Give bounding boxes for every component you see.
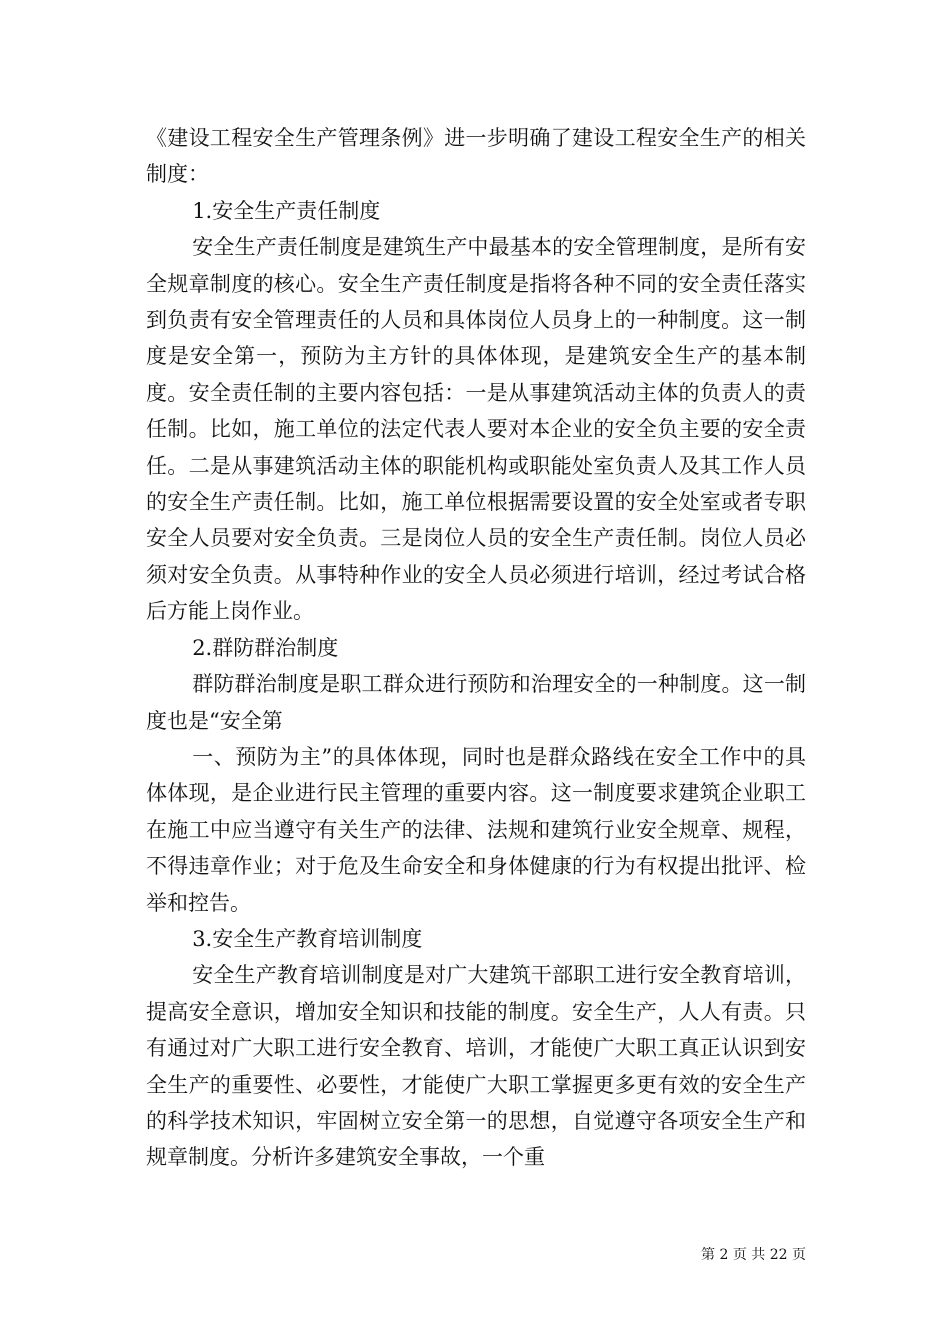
- heading-mass-prevention: 2.群防群治制度: [192, 635, 339, 660]
- paragraph-intro: 《建设工程安全生产管理条例》进一步明确了建设工程安全生产的相关制度：: [146, 126, 806, 187]
- page-number-footer: 第 2 页 共 22 页: [701, 1247, 806, 1263]
- heading-safety-responsibility: 1.安全生产责任制度: [192, 198, 381, 223]
- paragraph-mass-prevention-b: 一、预防为主”的具体体现，同时也是群众路线在安全工作中的具体体现，是企业进行民主管理的重要内容。这一制度要求建筑企业职工在施工中应当遵守有关生产的法律、法规和建筑行业安全规章、规程，不得违章作业；对于危及生命安全和身体健康的行为有权提出批评、检举和控告。: [146, 744, 806, 915]
- paragraph-safety-training: 安全生产教育培训制度是对广大建筑干部职工进行安全教育培训，提高安全意识，增加安全知识和技能的制度。安全生产，人人有责。只有通过对广大职工进行安全教育、培训，才能使广大职工真正认识到安全生产的重要性、必要性，才能使广大职工掌握更多更有效的安全生产的科学技术知识，牢固树立安全第一的思想，自觉遵守各项安全生产和规章制度。分析许多建筑安全事故，一个重: [146, 963, 806, 1170]
- paragraph-mass-prevention-a: 群防群治制度是职工群众进行预防和治理安全的一种制度。这一制度也是“安全第: [146, 672, 806, 733]
- document-body: [146, 120, 806, 1176]
- heading-safety-training: 3.安全生产教育培训制度: [192, 926, 423, 951]
- paragraph-safety-responsibility: 安全生产责任制度是建筑生产中最基本的安全管理制度，是所有安全规章制度的核心。安全生产责任制度是指将各种不同的安全责任落实到负责有安全管理责任的人员和具体岗位人员身上的一种制度。这一制度是安全第一，预防为主方针的具体体现，是建筑安全生产的基本制度。安全责任制的主要内容包括：一是从事建筑活动主体的负责人的责任制。比如，施工单位的法定代表人要对本企业的安全负主要的安全责任。二是从事建筑活动主体的职能机构或职能处室负责人及其工作人员的安全生产责任制。比如，施工单位根据需要设置的安全处室或者专职安全人员要对安全负责。三是岗位人员的安全生产责任制。岗位人员必须对安全负责。从事特种作业的安全人员必须进行培训，经过考试合格后方能上岗作业。: [146, 235, 806, 624]
